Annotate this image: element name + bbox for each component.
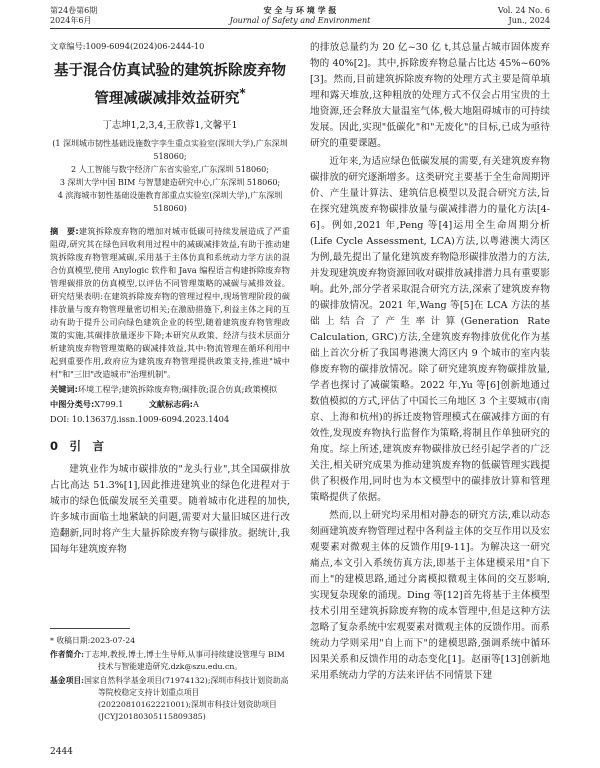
- abstract-label: 摘 要:: [50, 225, 79, 236]
- fund-label: 基金项目:: [50, 676, 85, 685]
- footnote-fund: [50, 675, 290, 723]
- author-bio-label: 作者简介:: [50, 650, 85, 659]
- affiliation-line: 4 滨海城市韧性基础设施教育部重点实验室(深圳大学),广东深圳 518060): [57, 190, 283, 213]
- fund-value: 国家自然科学基金项目(71974132);深圳市科技计划资助高等院校稳定支持计划重点项目(20220810162221001);深圳市科技计划资助项目(JCYJ20180305115809385): [84, 676, 289, 721]
- left-column: [50, 40, 290, 560]
- volume-en: Vol. 24 No. 6: [497, 6, 550, 15]
- intro-paragraph: 近年来,为适应绿色低碳发展的需要,有关建筑废弃物碳排放的研究逐渐增多。这类研究主要基于全生命周期评价、产生量计算法、建筑信息模型以及混合研究方法,旨在探究建筑废弃物碳排放量与碳减排潜力的量化方法[4-6]。例如,2021 年,Peng 等[4]运用全生命周期分析(Life Cycle Assessment, LCA)方法,以粤港澳大湾区为例,最先提出了量化建筑废弃物隐形碳排放潜力的方法,并发现建筑废弃物资源回收对碳排放减排潜力具有重要影响。此外,部分学者采取混合研究方法,深索了建筑废弃物的碳排放情况。2021 年,Wang 等[5]在 LCA 方法的基础上结合了产生率计算(Generation Rate Calculation, GRC)方法,全建筑废弃物排放优化作为基础上首次分析了我国粤港澳大湾区内 9 个城市的室内装修废弃物的碳排放情况。除了研究建筑废弃物碳排放量,学者也探讨了减碳策略。2022 年,Yu 等[6]创新地通过数值模拟的方式,评估了中国长三角地区 3 个主要城市(南京、上海和杭州)的拆迁废物管理模式在碳减排方面的有效性,发现废弃物执行监督作为策略,将制且作单独研究的角度。综上所述,建筑废弃物碳排放已经引起学者的广泛关注,相关研究成果为推动建筑废弃物的低碳管理实践提供了积极作用,同时也为本文模型中的碳排放计算和管理策略提供了依据。: [310, 156, 550, 503]
- title-mark: *: [239, 86, 246, 100]
- intro-paragraph: 的排放总量约为 20 亿~30 亿 t,其总量占城市固体废弃物的 40%[2]。其中,拆除废弃物总量占比达 45%~60%[3]。然而,目前建筑拆除废弃物的处理方式主要是简单填埋和露天堆放,这种粗放的处理方式不仅会占用宝贵的土地资源,还会释放大量温室气体,极大地阻碍城市的可持续发展。因此,实现"低碳化"和"无废化"的目标,已成为亟待研究的重要课题。: [310, 42, 550, 149]
- clc-label: 中图分类号:: [50, 398, 95, 409]
- doc-code-label: 文献标志码:: [148, 398, 193, 409]
- keywords: [50, 383, 290, 396]
- section-heading-intro: 0 引 言: [50, 438, 105, 453]
- footnote: [50, 628, 290, 725]
- volume-cn: 第24卷第6期: [50, 6, 98, 15]
- classification: [50, 398, 290, 411]
- author-list: 丁志坤1,2,3,4,王欣蓉1,文馨平1: [102, 119, 238, 131]
- abstract: [50, 225, 290, 381]
- footnote-rule: [50, 628, 130, 629]
- affiliations: [50, 137, 290, 215]
- author-bio-value: 丁志坤,教授,博士,博士生导师,从事可持续建设管理与 BIM 技术与智能建造研究,dzk@szu.edu.cn。: [84, 650, 285, 671]
- intro-paragraph: 建筑业作为城市碳排放的"龙头行业",其全国碳排放占比高达 51.3%[1],因此推进建筑业的绿色化进程对于城市的绿色低碳发展至关重要。随着城市化进程的加快,许多城市面临土地紧缺的问题,需要对大量旧城区进行改造翻新,同时将产生大量拆除废弃物与碳排放。据统计,我国每年建筑废弃物: [50, 463, 290, 555]
- received-label: * 收稿日期:: [50, 636, 91, 645]
- affiliation-line: 3 深圳大学中国 BIM 与智慧建造研究中心,广东深圳 518060;: [59, 177, 281, 187]
- footnote-received: [50, 635, 290, 647]
- clc-value: X799.1: [94, 398, 124, 409]
- article-title: [50, 60, 290, 110]
- page-number: 2444: [50, 747, 73, 757]
- footnote-author: [50, 649, 290, 673]
- doc-code-value: A: [192, 398, 199, 409]
- title-text: 基于混合仿真试验的建筑拆除废弃物管理减碳减排效益研究: [54, 63, 286, 107]
- header-center: [50, 6, 550, 26]
- keywords-text: 环境工程学;建筑拆除废弃物;碳排放;混合仿真;政策模拟: [77, 383, 278, 394]
- abstract-text: 建筑拆除废弃物的增加对城市低碳可持续发展造成了严重阻碍,研究其在绿色回收利用过程中的减碳减排效益,有助于推动建筑拆除废弃物管理减碳,采用基于主体仿真和系统动力学方法的混合仿真模型,使用 Anylogic 软件和 Java 编程语言构建拆除废弃物管理碳排放的仿真模型,以评估不同管理策略的减碳与减排效益。研究结果表明:在建筑拆除废弃物的管理过程中,现场管理阶段的碳排放量与废弃物管理量密切相关;在激励措施下,利益主体之间的互动有助于提升公司向绿色建筑企业的转型,随着建筑废弃物管理政策的实施,其碳排放量逐步下降;本研究从政策、经济与技术层面分析建筑废弃物管理策略的碳减排效益,其中:物流管理在循环利用中起到重要作用,政府应为建筑废弃物管理提供政策支持,推进"城中村"和"三旧"改造城市"治理机制"。: [50, 225, 290, 379]
- intro-paragraph: 然而,以上研究均采用相对静态的研究方法,难以动态刻画建筑废弃物管理过程中各利益主体的交互作用以及宏观要素对微观主体的反馈作用[9-11]。为解决这一研究痛点,本文引入系统仿真方法,即基于主体建模采用"自下而上"的建模思路,通过分离模拟微观主体间的交互影响,实现复杂现象的涌现。Ding 等[12]首先将基于主体模型技术引用至建筑拆除废弃物的成本管理中,但是这种方法忽略了复杂系统中宏观要素对微观主体的反馈作用。而系统动力学则采用"自上而下"的建模思路,强调系统中循环因果关系和反馈作用的动态变化[1]。赵丽等[13]创新地采用系统动力学的方法来评估不同情景下建: [310, 510, 550, 681]
- doi: DOI: 10.13637/j.issn.1009-6094.2023.1404: [50, 413, 230, 424]
- header-right: [498, 6, 550, 26]
- affiliation-line: (1 深圳城市韧性基础设施数字孪生重点实验室(深圳大学),广东深圳 518060;: [52, 138, 288, 161]
- page-header: [50, 6, 550, 26]
- article-id: 文章编号:1009-6094(2024)06-2444-10: [50, 41, 205, 51]
- journal-name-en: Journal of Safety and Environment: [229, 16, 371, 25]
- affiliation-line: 2 人工智能与数字经济广东省实验室,广东深圳 518060;: [71, 164, 269, 174]
- journal-name-cn: 安 全 与 环 境 学 报: [263, 6, 337, 15]
- received-value: 2023-07-24: [90, 636, 136, 645]
- right-column: [310, 40, 550, 686]
- header-rule: [50, 28, 550, 29]
- keywords-label: 关键词:: [50, 383, 78, 394]
- date-en: Jun., 2024: [508, 16, 550, 25]
- date-cn: 2024年6月: [50, 16, 92, 25]
